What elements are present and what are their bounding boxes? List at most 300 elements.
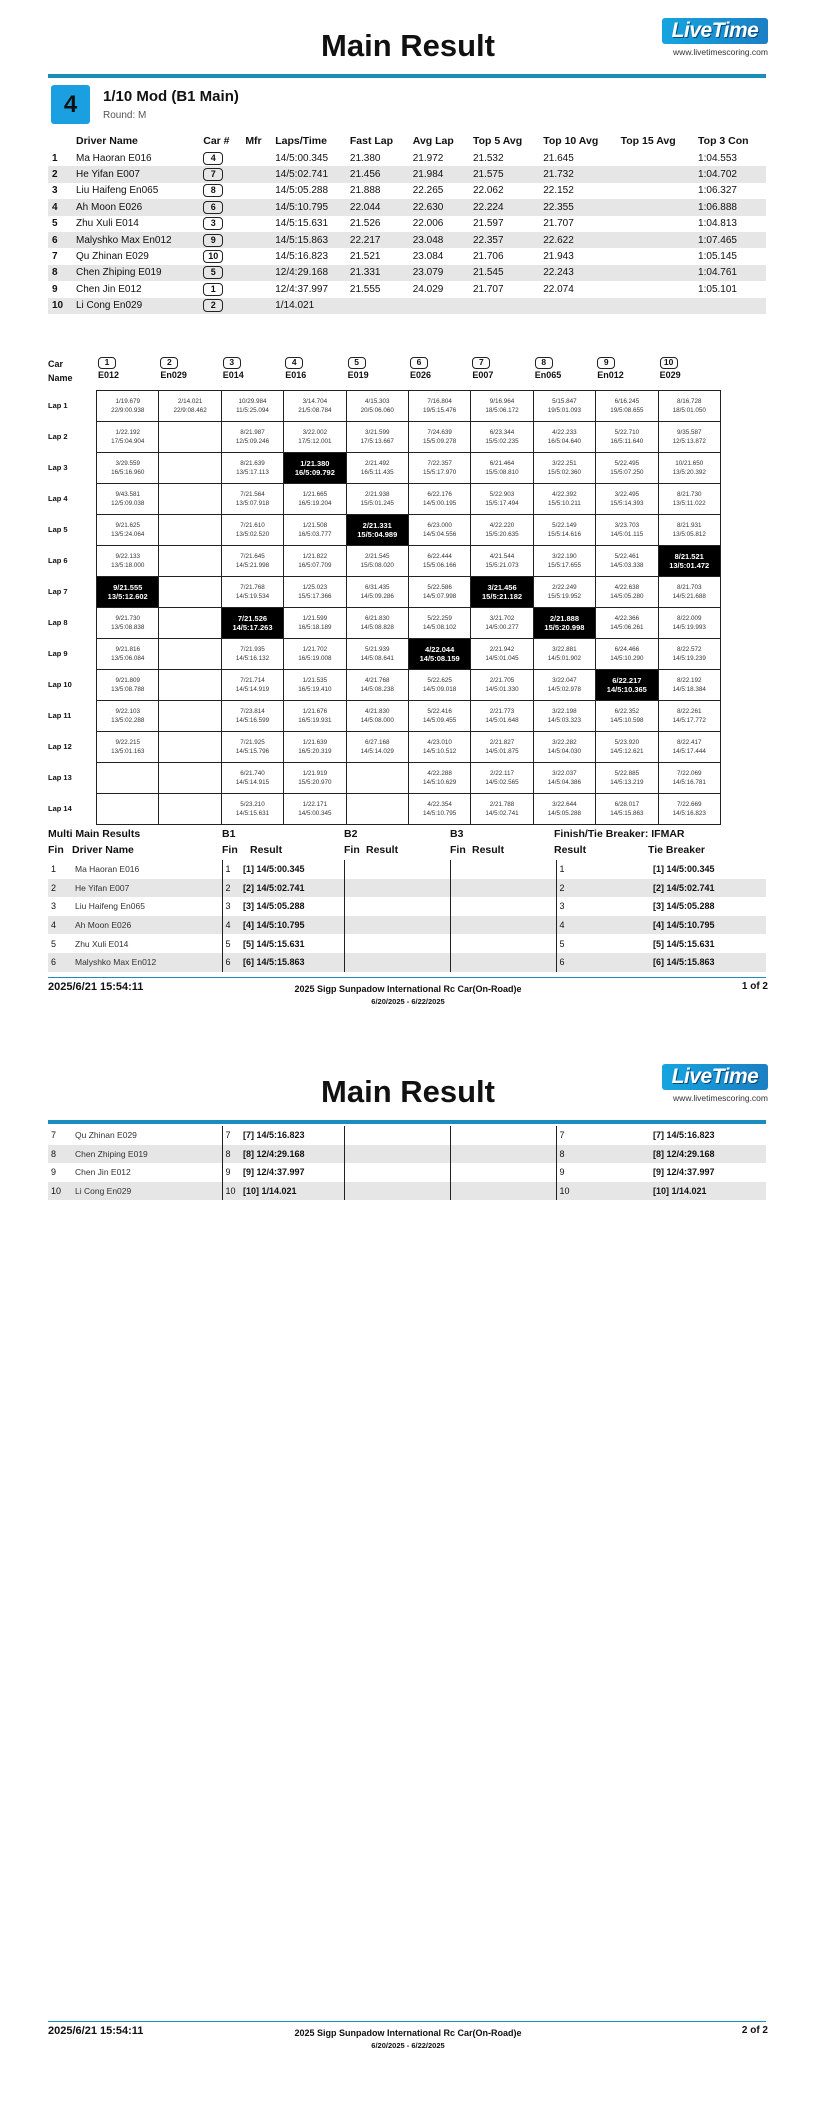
- lap-time-cell: [596, 670, 658, 701]
- lap-time-cell: [533, 422, 595, 453]
- lap-time-cell: [346, 701, 408, 732]
- lap-time-cell: [408, 639, 470, 670]
- lap-time: 7/21.768: [240, 584, 265, 591]
- lap-time: 7/16.804: [427, 398, 452, 405]
- logo-mark: LiveTime: [662, 1064, 768, 1090]
- lap-time: 3/29.559: [115, 460, 140, 467]
- lap-total: 14/5:08.102: [423, 624, 457, 631]
- lap-time: 8/22.009: [676, 615, 702, 622]
- lap-time: 3/22.251: [552, 460, 577, 467]
- car-number-badge: 2: [203, 299, 223, 312]
- results-cell: [199, 281, 241, 297]
- multi-main-table: [48, 860, 766, 972]
- results-cell: 1:06.327: [698, 185, 737, 197]
- results-cell: [617, 248, 694, 264]
- driver-name-cell: Li Cong En029: [72, 1182, 222, 1201]
- fin-cell: 10: [48, 1182, 72, 1201]
- lap-time-cell: [159, 732, 221, 763]
- lap-time: 4/22.638: [614, 584, 640, 591]
- lap-time: 7/24.639: [427, 429, 452, 436]
- fin-cell: 9: [51, 1167, 57, 1178]
- results-cell: [539, 298, 616, 314]
- results-row: [48, 232, 766, 248]
- lap-time-cell: [658, 546, 720, 577]
- lap-total: 13/5:20.392: [672, 469, 706, 476]
- lap-time-cell: [284, 484, 346, 515]
- multi-main-row: [48, 879, 766, 898]
- b1-fin-cell: 8: [222, 1145, 240, 1164]
- results-cell: 14/5:00.345: [275, 152, 329, 164]
- lap-row: [97, 391, 721, 422]
- driver-name-cell: Chen Zhiping E019: [72, 1145, 222, 1164]
- lap-total: 15/5:08.020: [360, 562, 394, 569]
- lap-time: 3/23.703: [614, 522, 640, 529]
- results-cell: 14/5:10.795: [271, 199, 346, 215]
- lap-total: 14/5:12.621: [610, 748, 644, 755]
- b2-result-cell: [362, 860, 450, 879]
- results-cell: 21.456: [346, 166, 409, 182]
- race-name: 1/10 Mod (B1 Main): [103, 88, 239, 105]
- lap-time: 9/21.816: [115, 646, 140, 653]
- lap-time-cell: [658, 515, 720, 546]
- lap-total: 15/5:14.616: [547, 531, 582, 538]
- lap-time-cell: [658, 701, 720, 732]
- lap-time: 3/22.198: [552, 708, 577, 715]
- lap-total: 14/5:02.978: [547, 686, 582, 693]
- results-cell: 12/4:37.997: [275, 283, 329, 295]
- lap-grid-car-header: [348, 357, 410, 380]
- b2-result-cell: [362, 934, 450, 953]
- lap-total: 15/5:10.211: [548, 500, 581, 507]
- lap-time: 2/21.331: [362, 521, 392, 530]
- lap-time: 8/21.987: [240, 429, 265, 436]
- lap-total: 16/5:19.008: [298, 655, 332, 662]
- results-cell: [469, 298, 539, 314]
- lap-grid-car-header: [410, 357, 472, 380]
- lap-time: 1/21.535: [302, 677, 328, 684]
- lap-total: 14/5:16.599: [235, 717, 270, 724]
- lap-total: 18/5:01.050: [672, 407, 706, 414]
- lap-time: 7/21.714: [240, 677, 265, 684]
- lap-time: 2/21.788: [489, 801, 515, 808]
- lap-time: 7/22.069: [676, 770, 702, 777]
- lap-time: 1/21.919: [302, 770, 328, 777]
- results-cell: 14/5:16.823: [275, 251, 329, 263]
- b2-fin-cell: [344, 953, 362, 972]
- tie-breaker-cell: [10] 1/14.021: [650, 1182, 766, 1201]
- b1-fin-cell: 6: [222, 953, 240, 972]
- lap-time: 2/22.117: [490, 770, 515, 777]
- car-name: En065: [534, 370, 562, 380]
- lap-total: 14/5:04.030: [547, 748, 582, 755]
- results-cell: [241, 150, 271, 166]
- results-row: [48, 166, 766, 182]
- results-cell: 21.707: [472, 283, 504, 295]
- lap-time: 2/22.249: [552, 584, 577, 591]
- position-cell: 2: [48, 166, 72, 182]
- lap-time-cell: [284, 546, 346, 577]
- lap-total: 14/5:02.565: [485, 779, 519, 786]
- results-column-header: Top 15 Avg: [620, 134, 676, 147]
- lap-time-cell: [97, 732, 159, 763]
- results-cell: 22.006: [412, 218, 444, 230]
- lap-time-cell: [221, 794, 283, 825]
- b3-result-cell: [468, 860, 556, 879]
- driver-name-cell: Chen Jin E012: [75, 1167, 131, 1178]
- lap-time-cell: [471, 484, 533, 515]
- lap-grid-header: [48, 357, 766, 390]
- footer-event-dates: 6/20/2025 - 6/22/2025: [371, 2041, 445, 2050]
- lap-total: 15/5:20.635: [485, 531, 519, 538]
- lap-total: 13/5:18.000: [111, 562, 145, 569]
- lap-time-cell: [159, 546, 221, 577]
- lap-time-cell: [221, 732, 283, 763]
- lap-time-cell: [533, 577, 595, 608]
- car-number-badge: 1: [98, 357, 116, 369]
- results-cell: 21.555: [349, 283, 381, 295]
- lap-row: [97, 670, 721, 701]
- car-number-badge: 7: [203, 168, 223, 181]
- results-cell: 21.732: [539, 166, 616, 182]
- lap-time: 1/21.702: [302, 646, 328, 653]
- lap-total: 13/5:17.113: [236, 469, 269, 476]
- lap-time: 9/22.215: [115, 739, 140, 746]
- lap-total: 19/5:08.655: [610, 407, 644, 414]
- lap-time-cell: [97, 546, 159, 577]
- results-column-header: Avg Lap: [412, 134, 454, 147]
- lap-time: 1/21.639: [302, 739, 328, 746]
- lap-row: [97, 701, 721, 732]
- lap-number: Lap 14: [48, 804, 72, 813]
- livetime-logo: [662, 1064, 768, 1103]
- lap-time: 7/21.610: [240, 522, 265, 529]
- lap-total: 14/5:10.629: [423, 779, 457, 786]
- b1-result-cell: [4] 14/5:10.795: [240, 916, 344, 935]
- position-cell: 1: [52, 152, 58, 164]
- lap-total: 15/5:02.360: [547, 469, 582, 476]
- results-cell: 21.575: [469, 166, 539, 182]
- lap-total: 13/5:05.812: [672, 531, 706, 538]
- results-row: [48, 216, 766, 232]
- lap-time: 7/23.814: [240, 708, 265, 715]
- lap-total: 14/5:08.159: [419, 654, 460, 663]
- lap-total: 13/5:06.084: [111, 655, 145, 662]
- lap-time: 4/23.010: [427, 739, 452, 746]
- car-number-badge: 1: [203, 283, 223, 296]
- lap-number: Lap 6: [48, 556, 68, 565]
- lap-time: 5/22.495: [614, 460, 640, 467]
- b2-fin-cell: [344, 1163, 362, 1182]
- b2-result-cell: [362, 1145, 450, 1164]
- lap-total: 14/5:19.534: [235, 593, 270, 600]
- car-number-badge: 4: [203, 152, 223, 165]
- lap-time-cell: [221, 608, 283, 639]
- lap-total: 15/5:08.810: [485, 469, 519, 476]
- lap-time-cell: [221, 484, 283, 515]
- lap-total: 14/5:07.998: [423, 593, 457, 600]
- lap-time: 8/22.261: [676, 708, 702, 715]
- position-cell: 4: [48, 199, 72, 215]
- lap-total: 13/5:24.064: [111, 531, 145, 538]
- b2-result-cell: [362, 879, 450, 898]
- lap-total: 15/5:17.970: [423, 469, 457, 476]
- b3-fin-cell: [450, 1182, 468, 1201]
- driver-name-cell: He Yifan E007: [72, 879, 222, 898]
- results-cell: 1:04.702: [694, 166, 766, 182]
- results-cell: 22.622: [539, 232, 616, 248]
- results-cell: 23.079: [409, 265, 469, 281]
- lap-total: 14/5:10.365: [606, 685, 647, 694]
- lap-time-cell: [284, 422, 346, 453]
- results-cell: [241, 199, 271, 215]
- lap-total: 14/5:10.598: [610, 717, 644, 724]
- final-result-cell: 2: [556, 879, 650, 898]
- lap-total: 13/5:01.472: [669, 561, 710, 570]
- results-table: [48, 131, 766, 314]
- b1-result-cell: [8] 12/4:29.168: [240, 1145, 344, 1164]
- lap-total: 16/5:19.410: [298, 686, 332, 693]
- lap-grid: [48, 357, 766, 817]
- lap-time-cell: [408, 701, 470, 732]
- lap-time-cell: [159, 577, 221, 608]
- lap-time-cell: [346, 763, 408, 794]
- lap-time: 1/21.676: [302, 708, 328, 715]
- results-row: [48, 199, 766, 215]
- multi-main-row: [48, 1163, 766, 1182]
- lap-total: 14/5:00.195: [423, 500, 457, 507]
- lap-time: 6/22.217: [612, 676, 642, 685]
- lap-time-cell: [97, 484, 159, 515]
- lap-total: 14/5:14.919: [235, 686, 270, 693]
- results-column-header: [48, 131, 72, 150]
- lap-time-cell: [97, 391, 159, 422]
- results-cell: Qu Zhinan E029: [76, 251, 149, 263]
- lap-row: [97, 453, 721, 484]
- lap-time: 8/22.192: [676, 677, 702, 684]
- lap-time: 2/21.773: [489, 708, 515, 715]
- lap-total: 14/5:16.781: [672, 779, 706, 786]
- lap-total: 14/5:01.330: [485, 686, 519, 693]
- results-cell: 21.380: [349, 152, 381, 164]
- lap-total: 15/5:06.166: [423, 562, 457, 569]
- car-name: E026: [410, 370, 432, 380]
- lap-time-cell: [471, 701, 533, 732]
- results-column-header: Top 10 Avg: [543, 134, 599, 147]
- lap-grid-car-header: [160, 357, 222, 380]
- footer-timestamp: 2025/6/21 15:54:11: [48, 981, 144, 993]
- b3-result-cell: [468, 934, 556, 953]
- lap-time: 5/23.210: [240, 801, 265, 808]
- results-cell: [617, 232, 694, 248]
- lap-time-cell: [159, 794, 221, 825]
- lap-grid-car-header: [597, 357, 659, 380]
- lap-total: 14/5:01.875: [485, 748, 519, 755]
- lap-time-cell: [596, 453, 658, 484]
- lap-time: 1/22.192: [115, 429, 140, 436]
- lap-grid-car-header: [535, 357, 597, 380]
- lap-time: 4/21.544: [489, 553, 515, 560]
- lap-time: 5/22.625: [427, 677, 452, 684]
- results-cell: 21.545: [469, 265, 539, 281]
- lap-row: [97, 639, 721, 670]
- results-cell: 22.062: [472, 185, 504, 197]
- results-cell: 22.224: [469, 199, 539, 215]
- lap-total: 14/5:09.455: [423, 717, 457, 724]
- lap-total: 16/5:19.204: [298, 500, 332, 507]
- lap-total: 15/5:21.182: [482, 592, 523, 601]
- lap-time-cell: [408, 391, 470, 422]
- lap-time-cell: [97, 763, 159, 794]
- final-result-header: Result: [554, 844, 587, 856]
- b1-fin-cell: 5: [222, 934, 240, 953]
- lap-total: 16/5:07.709: [298, 562, 332, 569]
- lap-row: [97, 732, 721, 763]
- lap-total: 16/5:11.435: [360, 469, 394, 476]
- lap-time-cell: [284, 577, 346, 608]
- b3-result-cell: [468, 897, 556, 916]
- lap-time: 5/22.586: [427, 584, 452, 591]
- lap-time-cell: [533, 701, 595, 732]
- lap-time-cell: [221, 670, 283, 701]
- lap-time-cell: [346, 732, 408, 763]
- b1-fin-cell: 1: [222, 860, 240, 879]
- logo-mark: LiveTime: [662, 18, 768, 44]
- results-cell: [409, 298, 469, 314]
- results-cell: 1:04.813: [698, 218, 737, 230]
- lap-total: 14/5:09.286: [360, 593, 394, 600]
- lap-total: 14/5:01.648: [485, 717, 519, 724]
- b2-header: B2: [344, 828, 358, 840]
- results-cell: Chen Jin E012: [76, 283, 142, 295]
- car-number-badge: 10: [203, 250, 223, 263]
- lap-time: 5/15.847: [552, 398, 577, 405]
- tie-breaker-cell: [8] 12/4:29.168: [650, 1145, 766, 1164]
- b3-fin-cell: [450, 1163, 468, 1182]
- lap-time: 6/21.464: [489, 460, 515, 467]
- lap-time-cell: [658, 732, 720, 763]
- lap-time: 5/22.885: [614, 770, 640, 777]
- lap-time-cell: [221, 546, 283, 577]
- lap-time: 5/23.920: [614, 739, 640, 746]
- lap-number: Lap 10: [48, 680, 72, 689]
- lap-total: 14/5:10.795: [423, 810, 457, 817]
- car-name: En012: [597, 370, 624, 380]
- lap-time: 8/16.728: [676, 398, 702, 405]
- lap-time: 2/21.888: [549, 614, 580, 623]
- driver-name-cell: Ah Moon E026: [72, 916, 222, 935]
- lap-time-cell: [596, 515, 658, 546]
- results-cell: 21.532: [472, 152, 504, 164]
- b2-result-cell: [362, 916, 450, 935]
- car-name: E029: [659, 370, 681, 380]
- footer-event-name: 2025 Sigp Sunpadow International Rc Car(On-Road)e: [294, 2028, 522, 2038]
- lap-time: 1/25.023: [302, 584, 328, 591]
- lap-time: 6/22.444: [427, 553, 452, 560]
- lap-total: 16/5:19.931: [298, 717, 332, 724]
- results-cell: [617, 150, 694, 166]
- lap-row: [97, 484, 721, 515]
- lap-time: 5/21.939: [365, 646, 390, 653]
- lap-total: 14/5:17.772: [672, 717, 706, 724]
- lap-time-cell: [533, 391, 595, 422]
- lap-time-cell: [408, 670, 470, 701]
- lap-time-cell: [658, 670, 720, 701]
- lap-total: 16/5:11.640: [610, 438, 644, 445]
- lap-time: 2/21.705: [489, 677, 515, 684]
- lap-total: 14/5:04.386: [547, 779, 582, 786]
- results-row: [48, 298, 766, 314]
- b2-fin-cell: [344, 1126, 362, 1145]
- results-cell: 21.645: [543, 152, 574, 164]
- b1-result-cell: [1] 14/5:00.345: [243, 864, 305, 875]
- lap-time: 9/22.133: [115, 553, 140, 560]
- b3-result-cell: [468, 1163, 556, 1182]
- results-cell: [241, 265, 271, 281]
- lap-time-cell: [471, 391, 533, 422]
- multi-main-table-continued: [48, 1126, 766, 1200]
- lap-time-cell: [533, 484, 595, 515]
- lap-time-cell: [346, 422, 408, 453]
- lap-time-cell: [533, 608, 595, 639]
- b2-result-cell: [362, 1182, 450, 1201]
- results-column-header: Top 3 Con: [698, 134, 749, 147]
- b2-result-cell: [362, 897, 450, 916]
- lap-time-cell: [471, 639, 533, 670]
- lap-total: 14/5:08.641: [360, 655, 394, 662]
- lap-time-cell: [471, 577, 533, 608]
- lap-time: 4/22.354: [427, 801, 452, 808]
- lap-time-cell: [596, 577, 658, 608]
- lap-total: 13/5:11.022: [672, 500, 706, 507]
- b3-header: B3: [450, 828, 464, 840]
- lap-number: Lap 12: [48, 742, 72, 751]
- final-result-cell: 7: [556, 1126, 650, 1145]
- lap-time-cell: [159, 670, 221, 701]
- lap-time-cell: [284, 794, 346, 825]
- b3-fin-cell: [450, 934, 468, 953]
- multi-main-row: [48, 916, 766, 935]
- results-cell: [617, 265, 694, 281]
- lap-total: 14/5:01.115: [610, 531, 644, 538]
- results-cell: [241, 183, 271, 199]
- b1-result-cell: [10] 1/14.021: [240, 1182, 344, 1201]
- results-cell: 1:07.465: [694, 232, 766, 248]
- lap-time: 2/14.021: [177, 398, 203, 405]
- b1-result-cell: [2] 14/5:02.741: [240, 879, 344, 898]
- lap-time-cell: [471, 608, 533, 639]
- results-cell: 22.355: [539, 199, 616, 215]
- fin-cell: 8: [48, 1145, 72, 1164]
- lap-time: 4/22.366: [614, 615, 640, 622]
- lap-time-cell: [221, 639, 283, 670]
- page-title: Main Result: [321, 1074, 495, 1109]
- results-cell: 22.217: [346, 232, 409, 248]
- car-name: En029: [160, 370, 187, 380]
- b2-fin-cell: [344, 860, 362, 879]
- lap-time: 10/29.984: [238, 398, 267, 405]
- results-column-header: Driver Name: [76, 134, 138, 147]
- header-rule: [48, 74, 766, 78]
- lap-time-cell: [471, 732, 533, 763]
- lap-number: Lap 11: [48, 711, 72, 720]
- position-cell: 8: [48, 265, 72, 281]
- car-name: E014: [222, 370, 244, 380]
- tie-breaker-cell: [6] 14/5:15.863: [650, 953, 766, 972]
- b3-fin-cell: [450, 860, 468, 879]
- b3-fin-cell: [450, 1145, 468, 1164]
- lap-total: 14/5:02.741: [485, 810, 519, 817]
- lap-time: 3/14.704: [302, 398, 328, 405]
